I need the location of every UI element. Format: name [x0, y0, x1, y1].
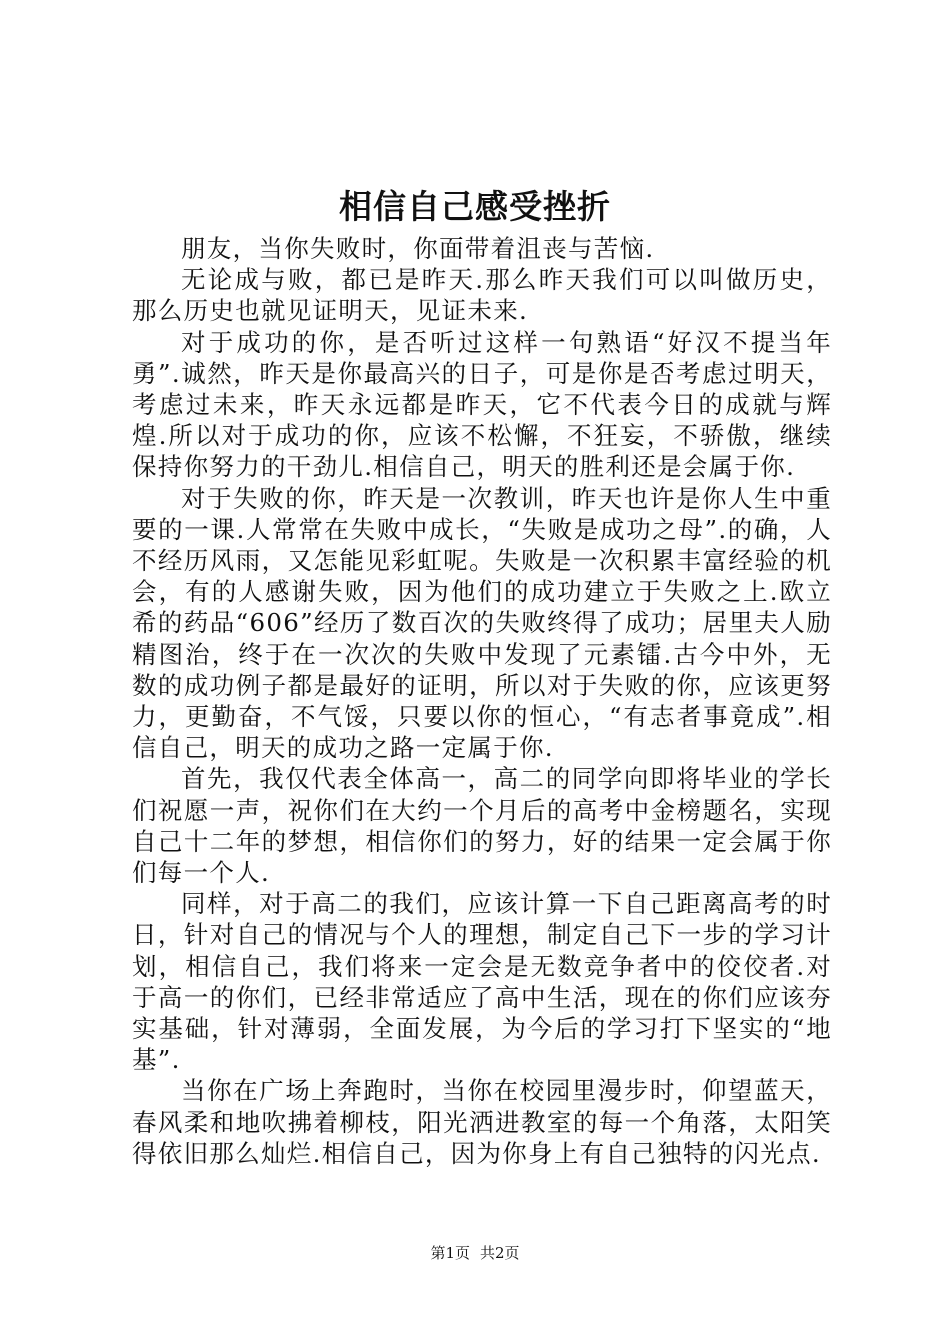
- page-number-total: 共2页: [480, 1244, 520, 1262]
- paragraph: 首先，我仅代表全体高一，高二的同学向即将毕业的学长们祝愿一声，祝你们在大约一个月后的高考中金榜题名，实现自己十二年的梦想，相信你们的努力，好的结果一定会属于你们每一个人.: [132, 764, 832, 888]
- paragraph: 无论成与败，都已是昨天.那么昨天我们可以叫做历史，那么历史也就见证明天，见证未来.: [132, 265, 832, 326]
- document-body: [132, 233, 832, 1169]
- paragraph: 当你在广场上奔跑时，当你在校园里漫步时，仰望蓝天，春风柔和地吹拂着柳枝，阳光洒进教室的每一个角落，太阳笑得依旧那么灿烂.相信自己，因为你身上有自己独特的闪光点.: [132, 1076, 832, 1168]
- document-title: 相信自己感受挫折: [339, 187, 611, 226]
- paragraph: 同样，对于高二的我们，应该计算一下自己距离高考的时日，针对自己的情况与个人的理想，制定自己下一步的学习计划，相信自己，我们将来一定会是无数竞争者中的佼佼者.对于高一的你们，已经非常适应了高中生活，现在的你们应该夯实基础，针对薄弱，全面发展，为今后的学习打下坚实的“地基”.: [132, 889, 832, 1075]
- paragraph: 对于成功的你，是否听过这样一句熟语“好汉不提当年勇”.诚然，昨天是你最高兴的日子，可是你是否考虑过明天，考虑过未来，昨天永远都是昨天，它不代表今日的成就与辉煌.所以对于成功的你，应该不松懈，不狂妄，不骄傲，继续保持你努力的干劲儿.相信自己，明天的胜利还是会属于你.: [132, 327, 832, 482]
- paragraph: 对于失败的你，昨天是一次教训，昨天也许是你人生中重要的一课.人常常在失败中成长，“失败是成功之母”.的确，人不经历风雨，又怎能见彩虹呢。失败是一次积累丰富经验的机会，有的人感谢失败，因为他们的成功建立于失败之上.欧立希的药品“606”经历了数百次的失败终得了成功；居里夫人励精图治，终于在一次次的失败中发现了元素镭.古今中外，无数的成功例子都是最好的证明，所以对于失败的你，应该更努力，更勤奋，不气馁，只要以你的恒心，“有志者事竟成”.相信自己，明天的成功之路一定属于你.: [132, 483, 832, 763]
- page-footer: [0, 1243, 950, 1263]
- paragraph: 朋友，当你失败时，你面带着沮丧与苦恼.: [181, 234, 655, 263]
- page-number-current: 第1页: [430, 1244, 470, 1262]
